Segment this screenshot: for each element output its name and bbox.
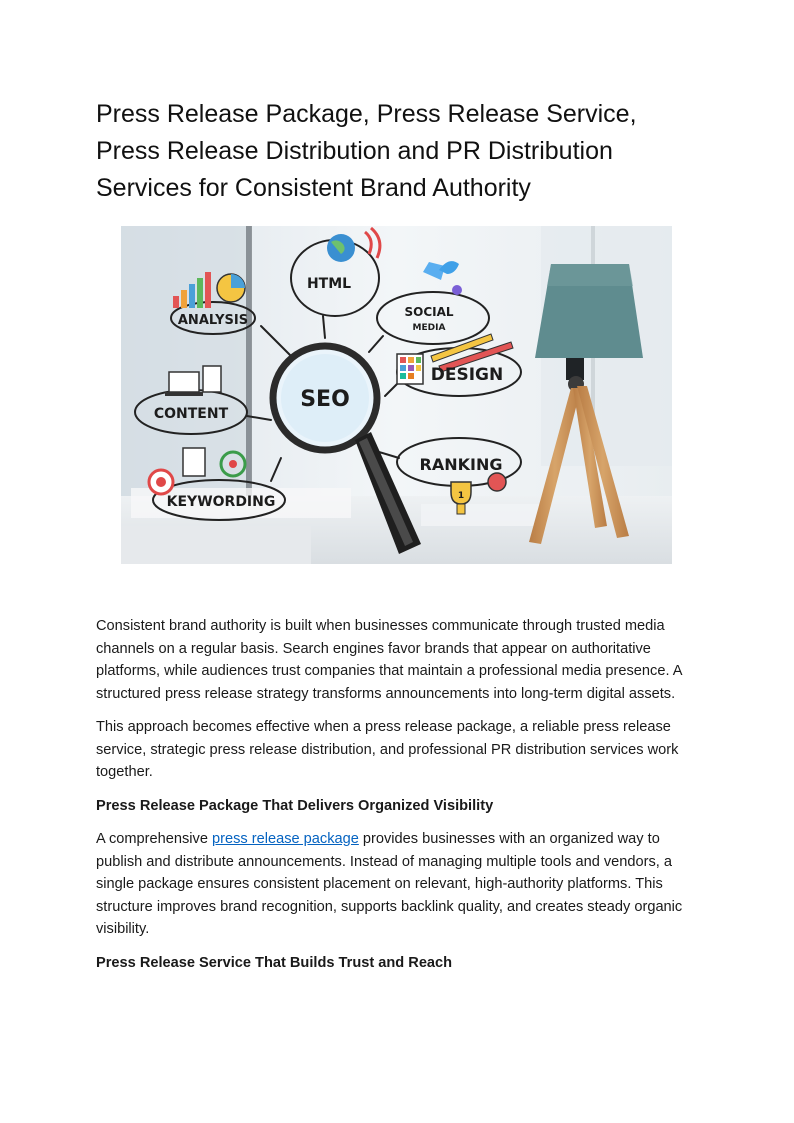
package-paragraph	[96, 828, 696, 941]
html-label: HTML	[306, 276, 352, 292]
intro-paragraph: Consistent brand authority is built when businesses communicate through trusted media channels on a regular basis. Search engines favor brands that appear on authoritative platforms, while audiences trust companies that maintain a professional media presence. A structured press release strategy transforms announcements into long-term digital assets.	[96, 618, 682, 702]
analysis-label: ANALYSIS	[177, 313, 249, 328]
design-label: DESIGN	[430, 365, 504, 385]
approach-paragraph: This approach becomes effective when a press release package, a reliable press release service, strategic press release distribution, and professional PR distribution services work together.	[96, 719, 679, 780]
section-heading-service: Press Release Service That Builds Trust and Reach	[96, 955, 453, 971]
section-heading-package: Press Release Package That Delivers Organized Visibility	[96, 798, 494, 814]
package-text-before-link: A comprehensive	[96, 831, 213, 847]
ranking-label: RANKING	[419, 455, 503, 474]
page-title: Press Release Package, Press Release Service, Press Release Distribution and PR Distribution Services for Consistent Brand Authority	[96, 100, 637, 202]
trophy-number: 1	[457, 491, 465, 501]
press-release-package-link[interactable]: press release package	[212, 831, 359, 847]
media-label: MEDIA	[412, 323, 446, 333]
seo-label: SEO	[300, 387, 350, 412]
keywording-label: KEYWORDING	[166, 494, 276, 510]
social-label: SOCIAL	[404, 305, 454, 319]
package-text-after-link: provides businesses with an organized way to publish and distribute announcements. Instead of managing multiple tools and vendors, a single package ensures consistent placement on relevant, high-authority platforms. This structure improves brand recognition, supports backlink quality, and creates steady organic visibility.	[96, 831, 683, 937]
seo-concept-illustration	[121, 226, 672, 564]
content-label: CONTENT	[153, 406, 229, 422]
